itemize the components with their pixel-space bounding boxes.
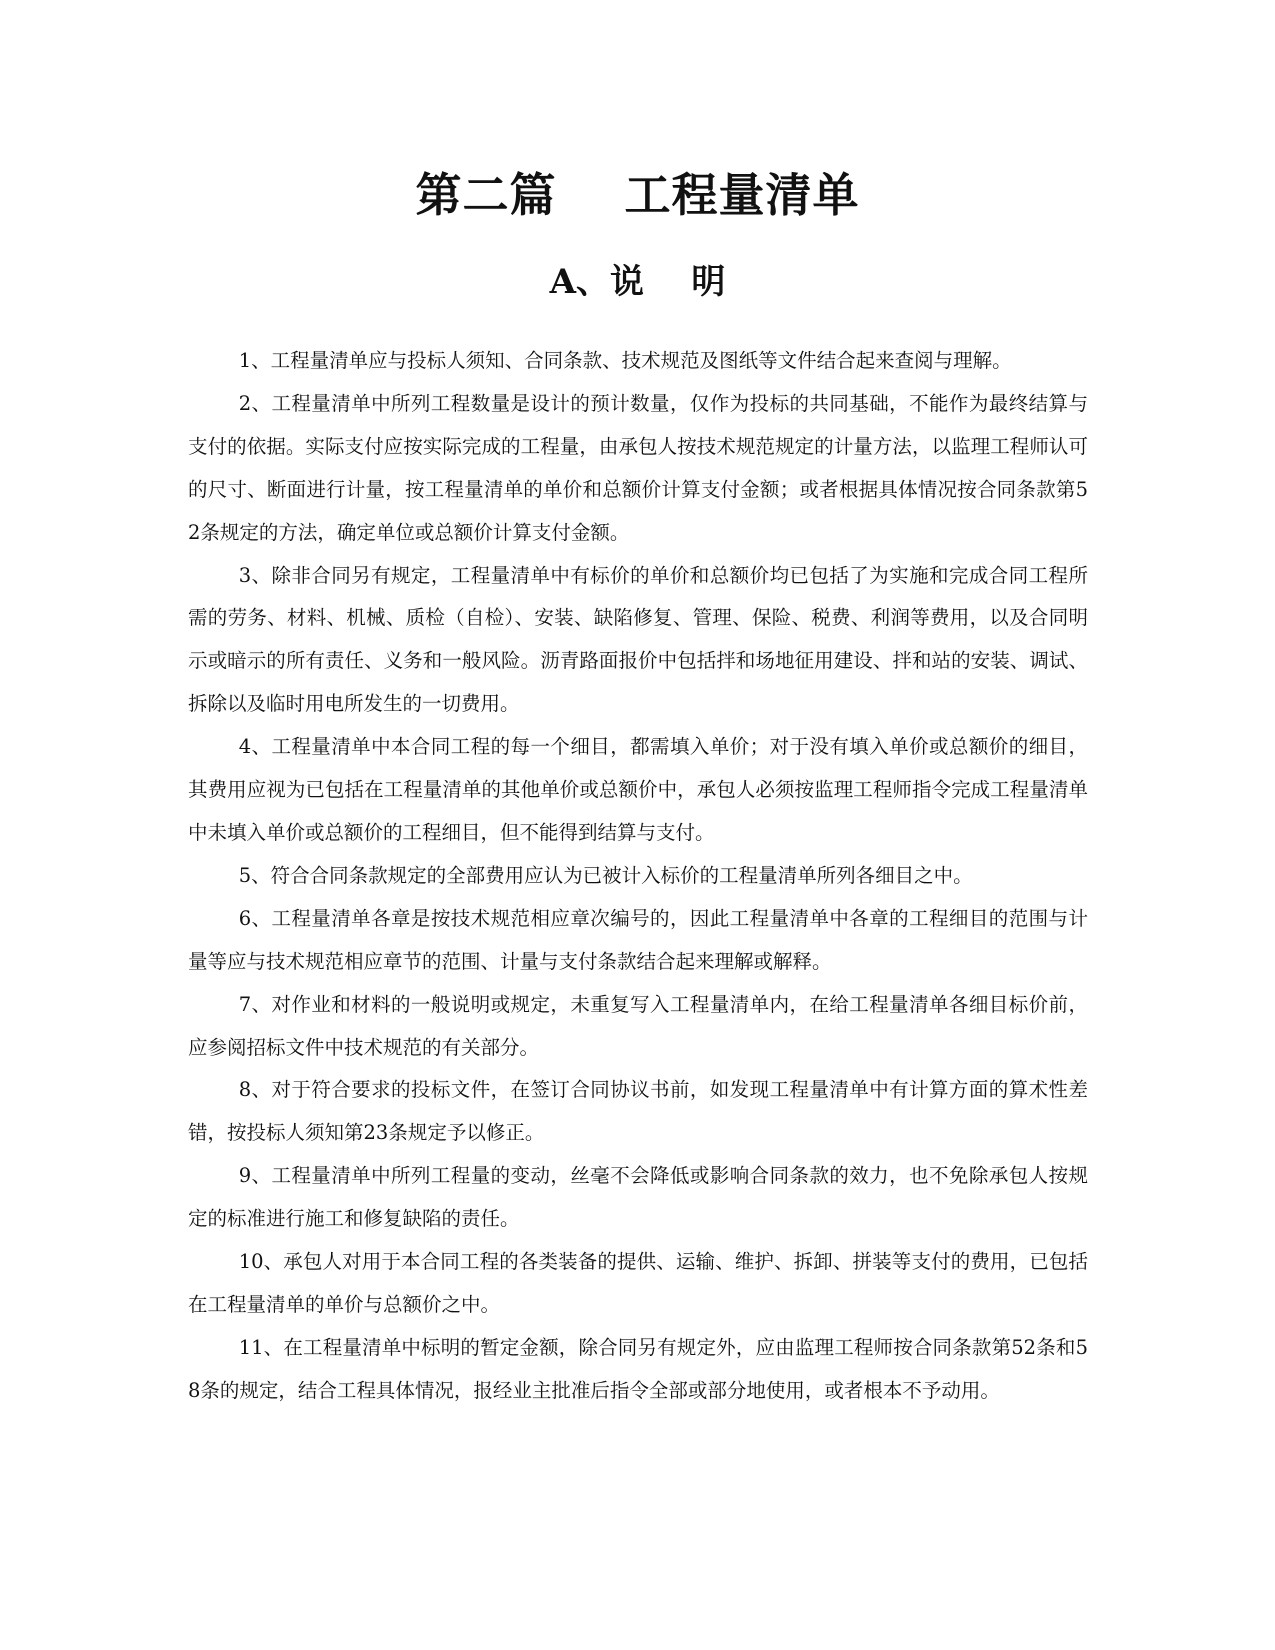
document-body — [188, 340, 1088, 1413]
page-title: 第二篇 工程量清单 — [415, 168, 860, 222]
paragraph-6: 6、工程量清单各章是按技术规范相应章次编号的，因此工程量清单中各章的工程细目的范围与计量等应与技术规范相应章节的范围、计量与支付条款结合起来理解或解释。 — [188, 906, 1088, 973]
paragraph-8: 8、对于符合要求的投标文件，在签订合同协议书前，如发现工程量清单中有计算方面的算术性差错，按投标人须知第23条规定予以修正。 — [188, 1078, 1088, 1145]
paragraph-1: 1、工程量清单应与投标人须知、合同条款、技术规范及图纸等文件结合起来查阅与理解。 — [238, 349, 1012, 372]
paragraph-5: 5、符合合同条款规定的全部费用应认为已被计入标价的工程量清单所列各细目之中。 — [238, 863, 973, 887]
paragraph-9: 9、工程量清单中所列工程量的变动，丝毫不会降低或影响合同条款的效力，也不免除承包人按规定的标准进行施工和修复缺陷的责任。 — [188, 1164, 1088, 1231]
paragraph-7: 7、对作业和材料的一般说明或规定，未重复写入工程量清单内，在给工程量清单各细目标价前，应参阅招标文件中技术规范的有关部分。 — [188, 992, 1088, 1059]
section-heading: A、说 明 — [549, 262, 726, 302]
paragraph-4: 4、工程量清单中本合同工程的每一个细目，都需填入单价；对于没有填入单价或总额价的细目，其费用应视为已包括在工程量清单的其他单价或总额价中，承包人必须按监理工程师指令完成工程量清单中未填入单价或总额价的工程细目，但不能得到结算与支付。 — [188, 735, 1088, 844]
paragraph-10: 10、承包人对用于本合同工程的各类装备的提供、运输、维护、拆卸、拼装等支付的费用，已包括在工程量清单的单价与总额价之中。 — [188, 1250, 1088, 1316]
paragraph-11: 11、在工程量清单中标明的暂定金额，除合同另有规定外，应由监理工程师按合同条款第52条和58条的规定，结合工程具体情况，报经业主批准后指令全部或部分地使用，或者根本不予动用。 — [188, 1335, 1088, 1402]
paragraph-3: 3、除非合同另有规定，工程量清单中有标价的单价和总额价均已包括了为实施和完成合同工程所需的劳务、材料、机械、质检（自检）、安装、缺陷修复、管理、保险、税费、利润等费用，以及合同明示或暗示的所有责任、义务和一般风险。沥青路面报价中包括拌和场地征用建设、拌和站的安装、调试、拆除以及临时用电所发生的一切费用。 — [188, 563, 1088, 716]
paragraph-2: 2、工程量清单中所列工程数量是设计的预计数量，仅作为投标的共同基础，不能作为最终结算与支付的依据。实际支付应按实际完成的工程量，由承包人按技术规范规定的计量方法，以监理工程师认可的尺寸、断面进行计量，按工程量清单的单价和总额价计算支付金额；或者根据具体情况按合同条款第52条规定的方法，确定单位或总额价计算支付金额。 — [188, 391, 1088, 544]
